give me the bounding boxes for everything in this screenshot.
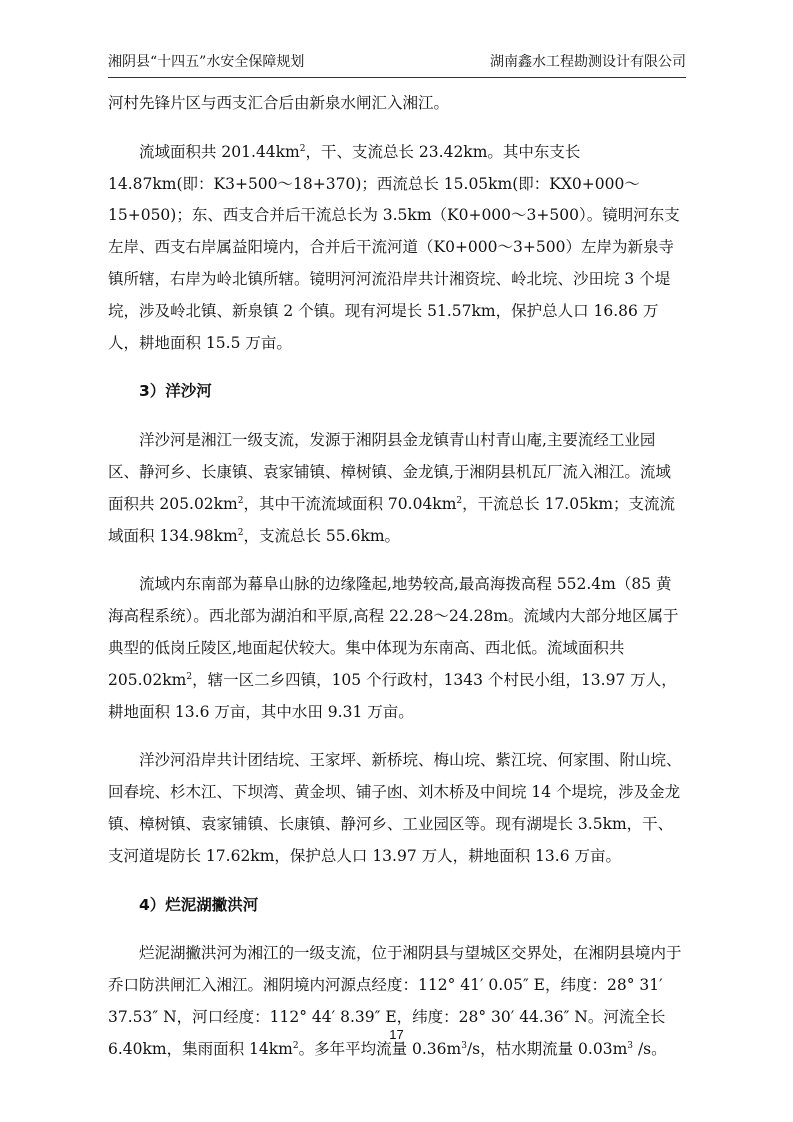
header-title: 湘阴县“十四五”水安全保障规划 — [108, 54, 305, 70]
section-heading: 3）洋沙河 — [139, 382, 212, 401]
paragraph: 河村先锋片区与西支汇合后由新泉水闸汇入湘江。 — [108, 94, 450, 112]
document-body — [108, 88, 686, 1066]
paragraph: 流域内东南部为幕阜山脉的边缘隆起,地势较高,最高海拨高程 552.4m（85 黄海高程系统）。西北部为湖泊和平原,高程 22.28～24.28m。流域内大部分地区属于典型的低岗丘陵区,地面起伏较大。集中体现为东南高、西北低。流域面积共 $205.02km^2$，辖一区二乡四镇，105 个行政村，1343 个村民小组，13.97 万人，耕地面积 13.6 万亩，其中水田 9.31 万亩。 — [108, 575, 679, 721]
paragraph: 流域面积共 $201.44km^2$，干、支流总长 23.42km。其中东支长 14.87km(即：K3+500～18+370)；西流总长 15.05km(即：KX0+000～15+050)；东、西支合并后干流总长为 3.5km（K0+000～3+500）。镜明河东支左岸、西支右岸属益阳境内，合并后干流河道（K0+000～3+500）左岸为新泉寺镇所辖，右岸为岭北镇所辖。镜明河河流沿岸共计湘资垸、岭北垸、沙田垸 3 个堤垸，涉及岭北镇、新泉镇 2 个镇。现有河堤长 51.57km，保护总人口 16.86 万人，耕地面积 15.5 万亩。 — [108, 142, 680, 352]
header-company: 湖南鑫水工程勘测设计有限公司 — [490, 54, 686, 70]
page-header — [108, 52, 686, 78]
paragraph: 洋沙河沿岸共计团结垸、王家坪、新桥垸、梅山垸、紫江垸、何家围、附山垸、回春垸、杉木江、下坝湾、黄金坝、铺子凼、刘木桥及中间垸 14 个堤垸，涉及金龙镇、樟树镇、袁家铺镇、长康镇、静河乡、工业园区等。现有湖堤长 3.5km，干、支河道堤防长 17.62km，保护总人口 13.97 万人，耕地面积 13.6 万亩。 — [108, 751, 682, 865]
paragraph: 烂泥湖撇洪河为湘江的一级支流，位于湘阴县与望城区交界处，在湘阴县境内于乔口防洪闸汇入湘江。湘阴境内河源点经度：112° 41′ 0.05″ E，纬度：28° 31′ 37.53″ N，河口经度：112° 44′ 8.39″ E，纬度：28° 30′ 44.36″ N。河流全长 6.40km，集雨面积 $14km^2$。多年平均流量 $0.36m^3/s$，枯水期流量 $0.03m^3$ /s。 — [108, 944, 682, 1058]
section-heading: 4）烂泥湖撇洪河 — [139, 895, 259, 914]
page-number: 17 — [389, 1027, 404, 1042]
paragraph: 洋沙河是湘江一级支流，发源于湘阴县金龙镇青山村青山庵,主要流经工业园区、静河乡、长康镇、袁家铺镇、樟树镇、金龙镇,于湘阴县机瓦厂流入湘江。流域面积共 $205.02km^2$，其中干流流域面积 $70.04km^2$，干流总长 17.05km；支流流域面积 $134.98km^2$，支流总长 55.6km。 — [108, 431, 676, 545]
